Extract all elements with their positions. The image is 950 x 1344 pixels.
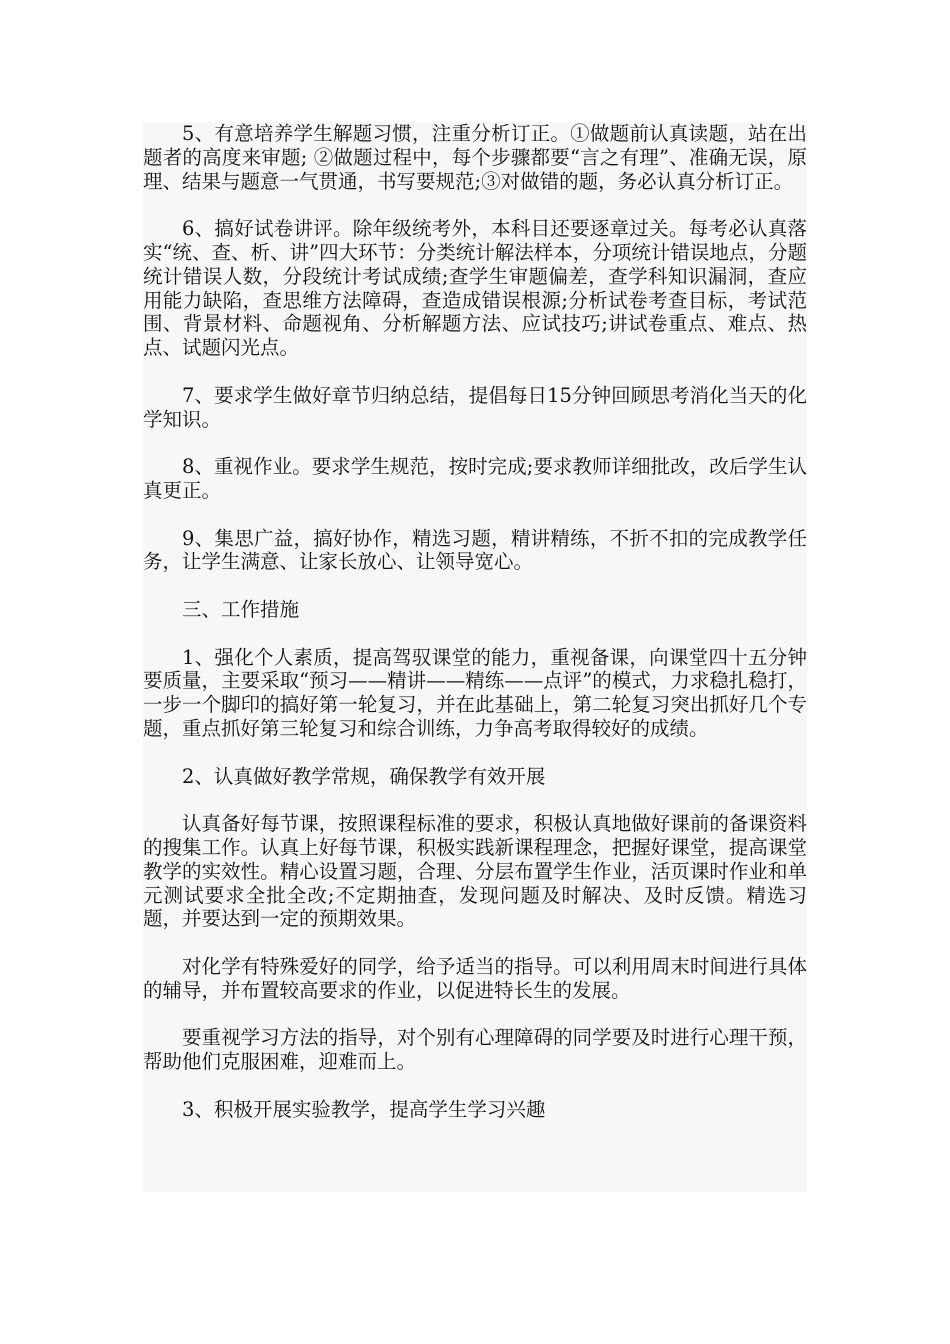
measure-detail-special-students: 对化学有特殊爱好的同学，给予适当的指导。可以利用周末时间进行具体的辅导，并布置较高要求的作业，以促进特长生的发展。	[143, 954, 807, 1002]
measure-detail-lesson-prep: 认真备好每节课，按照课程标准的要求，积极认真地做好课前的备课资料的搜集工作。认真上好每节课，积极实践新课程理念，把握好课堂，提高课堂教学的实效性。精心设置习题，合理、分层布置学生作业，活页课时作业和单元测试要求全批全改;不定期抽查，发现问题及时解决、及时反馈。精选习题，并要达到一定的预期效果。	[143, 812, 807, 931]
paragraph-item-9: 9、集思广益，搞好协作，精选习题，精讲精练，不折不扣的完成教学任务，让学生满意、让家长放心、让领导宽心。	[143, 526, 807, 574]
measure-item-3-title: 3、积极开展实验教学，提高学生学习兴趣	[182, 1097, 546, 1121]
paragraph-item-5: 5、有意培养学生解题习惯，注重分析订正。①做题前认真读题，站在出题者的高度来审题; ②做题过程中，每个步骤都要“言之有理”、准确无误，原理、结果与题意一气贯通，书写要规范;③对做错的题，务必认真分析订正。	[143, 122, 807, 193]
paragraph-item-8: 8、重视作业。要求学生规范，按时完成;要求教师详细批改，改后学生认真更正。	[143, 455, 807, 502]
document-content	[143, 122, 807, 1145]
measure-item-2-title: 2、认真做好教学常规，确保教学有效开展	[182, 764, 546, 788]
measure-item-1: 1、强化个人素质，提高驾驭课堂的能力，重视备课，向课堂四十五分钟要质量，主要采取“预习——精讲——精练——点评”的模式，力求稳扎稳打，一步一个脚印的搞好第一轮复习，并在此基础上，第二轮复习突出抓好几个专题，重点抓好第三轮复习和综合训练，力争高考取得较好的成绩。	[143, 645, 807, 740]
paragraph-item-7: 7、要求学生做好章节归纳总结，提倡每日15分钟回顾思考消化当天的化学知识。	[143, 383, 807, 431]
paragraph-item-6: 6、搞好试卷讲评。除年级统考外，本科目还要逐章过关。每考必认真落实“统、查、析、讲”四大环节：分类统计解法样本，分项统计错误地点，分题统计错误人数，分段统计考试成绩;查学生审题偏差，查学科知识漏洞，查应用能力缺陷，查思维方法障碍，查造成错误根源;分析试卷考查目标，考试范围、背景材料、命题视角、分析解题方法、应试技巧;讲试卷重点、难点、热点、试题闪光点。	[143, 217, 807, 360]
section-heading-work-measures: 三、工作措施	[182, 597, 300, 621]
text-block	[143, 122, 807, 1192]
measure-detail-study-methods: 要重视学习方法的指导，对个别有心理障碍的同学要及时进行心理干预，帮助他们克服困难，迎难而上。	[143, 1026, 807, 1074]
